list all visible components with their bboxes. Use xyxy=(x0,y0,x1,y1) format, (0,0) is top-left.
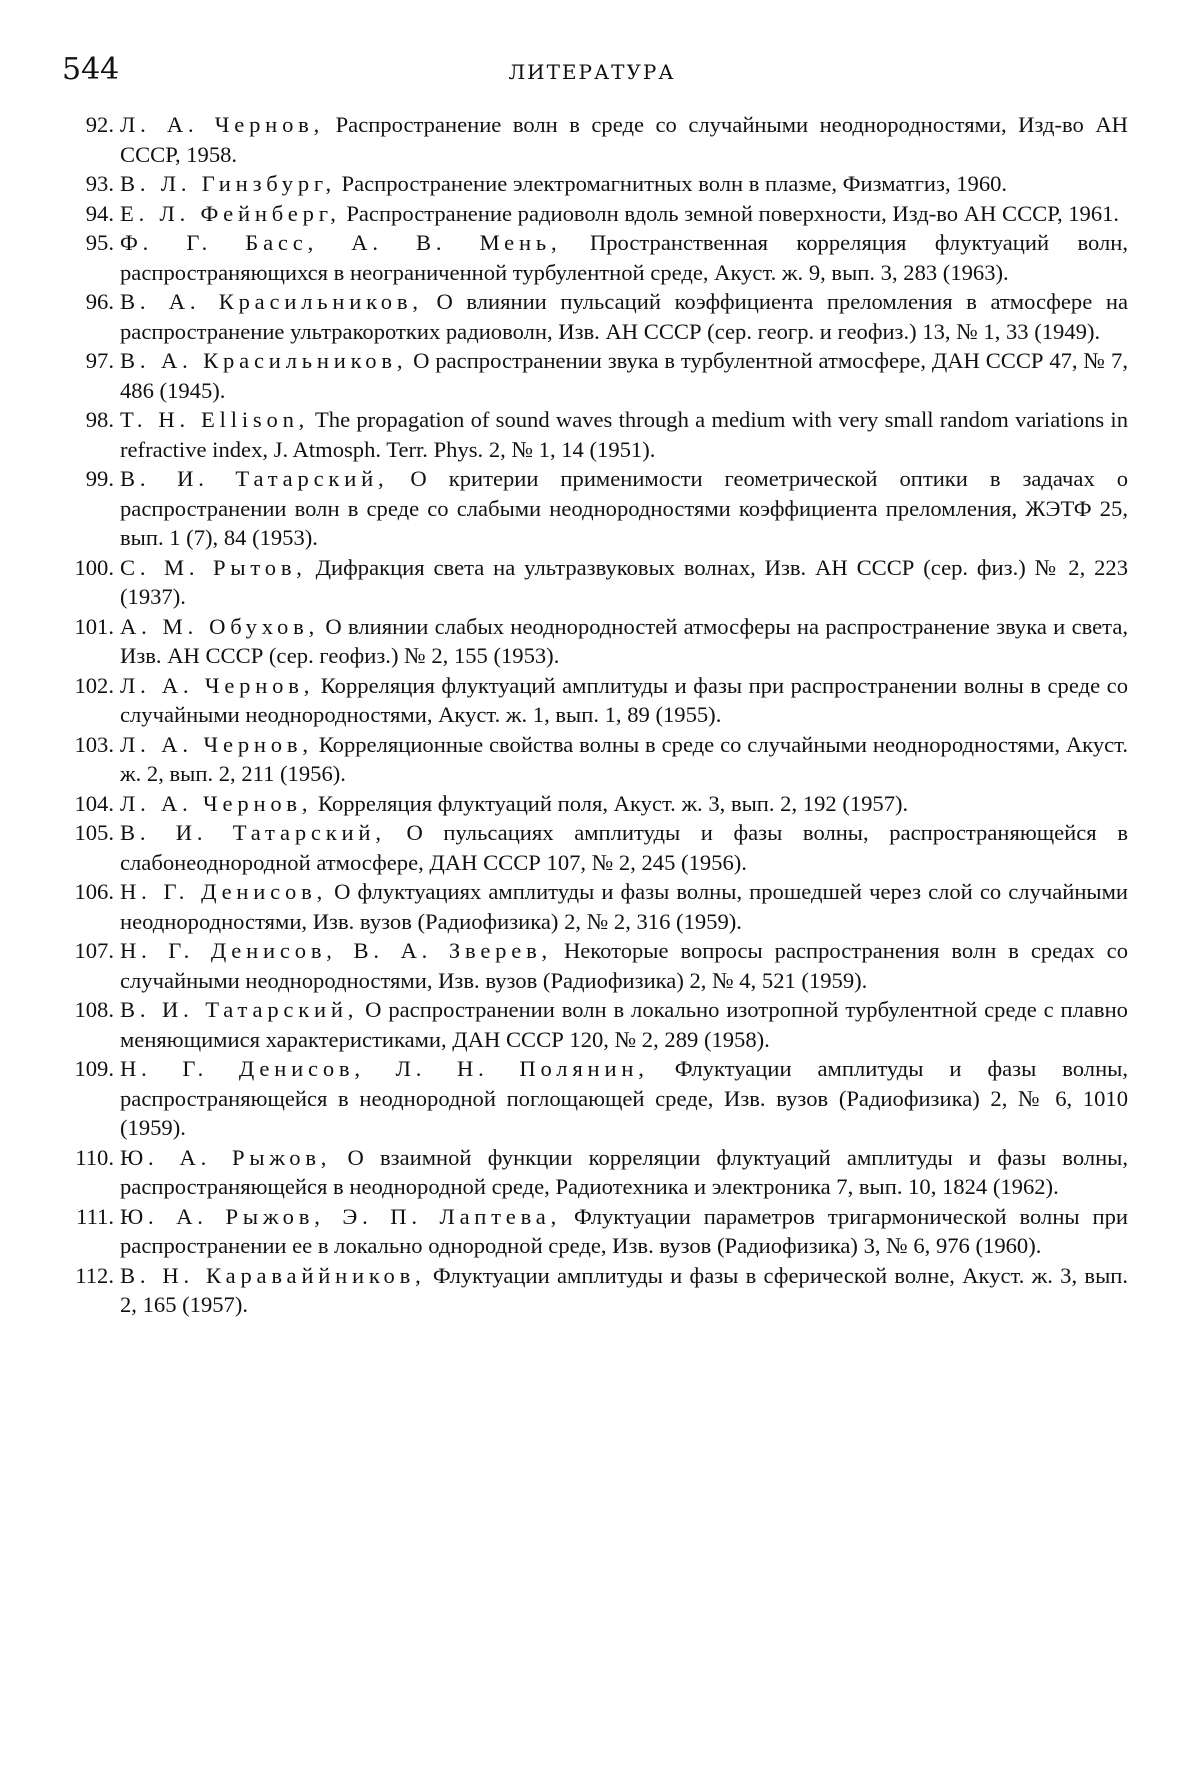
reference-text: Флуктуации амплитуды и фазы в сферической волне, Акуст. ж. 3, вып. 2, 165 (1957). xyxy=(120,1262,1128,1317)
reference-number: 102. xyxy=(74,672,114,698)
reference-number: 94. xyxy=(85,200,114,226)
reference-author: С. М. Рытов, xyxy=(120,554,307,580)
reference-text: О взаимной функции корреляции флуктуаций амплитуды и фазы волны, распространяющейся в неоднородной среде, Радиотехника и электроника 7, вып. 10, 1824 (1962). xyxy=(120,1144,1129,1199)
reference-number: 95. xyxy=(85,230,114,255)
reference-text: Корреляционные свойства волны в среде со случайными неоднородностями, Акуст. ж. 2, вып. 2, 211 (1956). xyxy=(120,731,1128,786)
reference-number: 107. xyxy=(74,938,114,963)
reference-text: The propagation of sound waves through a medium with very small random variations in refractive index, J. Atmosph. Terr. Phys. 2, № 1, 14 (1951). xyxy=(120,407,1129,462)
reference-number: 108. xyxy=(74,997,114,1022)
page-number: 544 xyxy=(62,52,120,87)
reference-number: 110. xyxy=(75,1144,114,1170)
reference-text: Флуктуации параметров тригармонической волны при распространении ее в локально однородной среде, Изв. вузов (Радиофизика) 3, № 6, 976 (1960). xyxy=(120,1203,1128,1258)
running-title: ЛИТЕРАТУРА xyxy=(508,60,676,84)
reference-text: О распространении звука в турбулентной атмосфере, ДАН СССР 47, № 7, 486 (1945). xyxy=(120,348,1128,403)
reference-item xyxy=(48,877,1128,936)
reference-author: Л. А. Чернов, xyxy=(120,672,315,698)
reference-item xyxy=(48,110,1128,169)
reference-author: Н. Г. Денисов, xyxy=(120,879,328,904)
reference-author: В. И. Татарский, xyxy=(120,466,389,491)
reference-author: T. H. Ellison, xyxy=(120,407,310,432)
reference-number: 103. xyxy=(74,731,114,757)
reference-author: Н. Г. Денисов, Л. Н. Полянин, xyxy=(120,1056,649,1081)
reference-author: Л. А. Чернов, xyxy=(120,790,313,816)
reference-number: 92. xyxy=(85,112,114,137)
reference-number: 93. xyxy=(85,171,114,196)
reference-text: О флуктуациях амплитуды и фазы волны, прошедшей через слой со случайными неоднородностями, Изв. вузов (Радиофизика) 2, № 2, 316 (1959). xyxy=(120,879,1128,934)
reference-author: В. Л. Гинзбург, xyxy=(120,171,336,196)
reference-item xyxy=(48,1261,1128,1320)
reference-item xyxy=(48,287,1128,346)
reference-text: Распространение волн в среде со случайными неоднородностями, Изд-во АН СССР, 1958. xyxy=(120,112,1128,167)
reference-author: В. И. Татарский, xyxy=(120,820,386,845)
reference-item xyxy=(48,818,1128,877)
reference-item xyxy=(48,199,1128,229)
reference-item xyxy=(48,553,1128,612)
reference-number: 98. xyxy=(85,407,114,432)
reference-text: Пространственная корреляция флуктуаций волн, распространяющихся в неограниченной турбулентной среде, Акуст. ж. 9, вып. 3, 283 (1963). xyxy=(120,230,1128,285)
reference-number: 112. xyxy=(75,1262,114,1288)
reference-text: О распространении волн в локально изотропной турбулентной среде с плавно меняющимися характеристиками, ДАН СССР 120, № 2, 289 (1958). xyxy=(120,997,1128,1052)
reference-author: Ф. Г. Басс, А. В. Мень, xyxy=(120,230,562,255)
reference-list xyxy=(48,110,1128,1320)
reference-number: 99. xyxy=(85,466,114,491)
reference-text: Распространение электромагнитных волн в плазме, Физматгиз, 1960. xyxy=(341,171,1008,196)
reference-text: Распространение радиоволн вдоль земной поверхности, Изд-во АН СССР, 1961. xyxy=(346,200,1120,226)
reference-item xyxy=(48,671,1128,730)
reference-author: Л. А. Чернов, xyxy=(120,731,313,757)
reference-item xyxy=(48,1202,1128,1261)
reference-item xyxy=(48,612,1128,671)
reference-number: 109. xyxy=(74,1056,114,1081)
reference-author: В. А. Красильников, xyxy=(120,289,423,314)
reference-author: В. А. Красильников, xyxy=(120,348,408,373)
reference-item xyxy=(48,346,1128,405)
reference-author: Н. Г. Денисов, В. А. Зверев, xyxy=(120,938,552,963)
reference-item xyxy=(48,995,1128,1054)
reference-number: 100. xyxy=(74,554,114,580)
reference-number: 101. xyxy=(74,613,114,639)
reference-text: Корреляция флуктуаций поля, Акуст. ж. 3, вып. 2, 192 (1957). xyxy=(318,790,909,816)
reference-text: О критерии применимости геометрической оптики в задачах о распространении волн в среде со слабыми неоднородностями коэффициента преломления, ЖЭТФ 25, вып. 1 (7), 84 (1953). xyxy=(120,466,1129,550)
reference-item xyxy=(48,405,1128,464)
reference-author: Ю. А. Рыжов, Э. П. Лаптева, xyxy=(120,1203,562,1229)
reference-author: В. Н. Караваййников, xyxy=(120,1262,426,1288)
reference-author: Е. Л. Фейнберг, xyxy=(120,200,341,226)
reference-number: 106. xyxy=(74,879,114,904)
reference-item xyxy=(48,936,1128,995)
reference-author: Ю. А. Рыжов, xyxy=(120,1144,332,1170)
reference-number: 96. xyxy=(85,289,114,314)
reference-item xyxy=(48,1143,1128,1202)
reference-author: А. М. Обухов, xyxy=(120,613,320,639)
reference-number: 111. xyxy=(76,1203,114,1229)
reference-number: 97. xyxy=(85,348,114,373)
reference-item xyxy=(48,228,1128,287)
reference-text: Некоторые вопросы распространения волн в средах со случайными неоднородностями, Изв. вузов (Радиофизика) 2, № 4, 521 (1959). xyxy=(120,938,1128,993)
reference-author: В. И. Татарский, xyxy=(120,997,359,1022)
reference-text: Корреляция флуктуаций амплитуды и фазы при распространении волны в среде со случайными неоднородностями, Акуст. ж. 1, вып. 1, 89 (1955). xyxy=(120,672,1128,727)
page-header xyxy=(62,50,1122,90)
reference-item xyxy=(48,169,1128,199)
reference-item xyxy=(48,730,1128,789)
reference-text: О пульсациях амплитуды и фазы волны, распространяющейся в слабонеоднородной атмосфере, ДАН СССР 107, № 2, 245 (1956). xyxy=(120,820,1128,875)
reference-item xyxy=(48,789,1128,819)
reference-number: 105. xyxy=(74,820,114,845)
reference-text: О влиянии пульсаций коэффициента преломления в атмосфере на распространение ультракоротких радиоволн, Изв. АН СССР (сер. геогр. и геофиз.) 13, № 1, 33 (1949). xyxy=(120,289,1128,344)
reference-text: Дифракция света на ультразвуковых волнах, Изв. АН СССР (сер. физ.) № 2, 223 (1937). xyxy=(120,554,1128,609)
reference-text: О влиянии слабых неоднородностей атмосферы на распространение звука и света, Изв. АН СССР (сер. геофиз.) № 2, 155 (1953). xyxy=(120,613,1128,668)
reference-text: Флуктуации амплитуды и фазы волны, распространяющейся в неоднородной поглощающей среде, Изв. вузов (Радиофизика) 2, № 6, 1010 (1959). xyxy=(120,1056,1128,1140)
reference-item xyxy=(48,464,1128,553)
reference-item xyxy=(48,1054,1128,1143)
reference-number: 104. xyxy=(74,790,114,816)
reference-author: Л. А. Чернов, xyxy=(120,112,325,137)
